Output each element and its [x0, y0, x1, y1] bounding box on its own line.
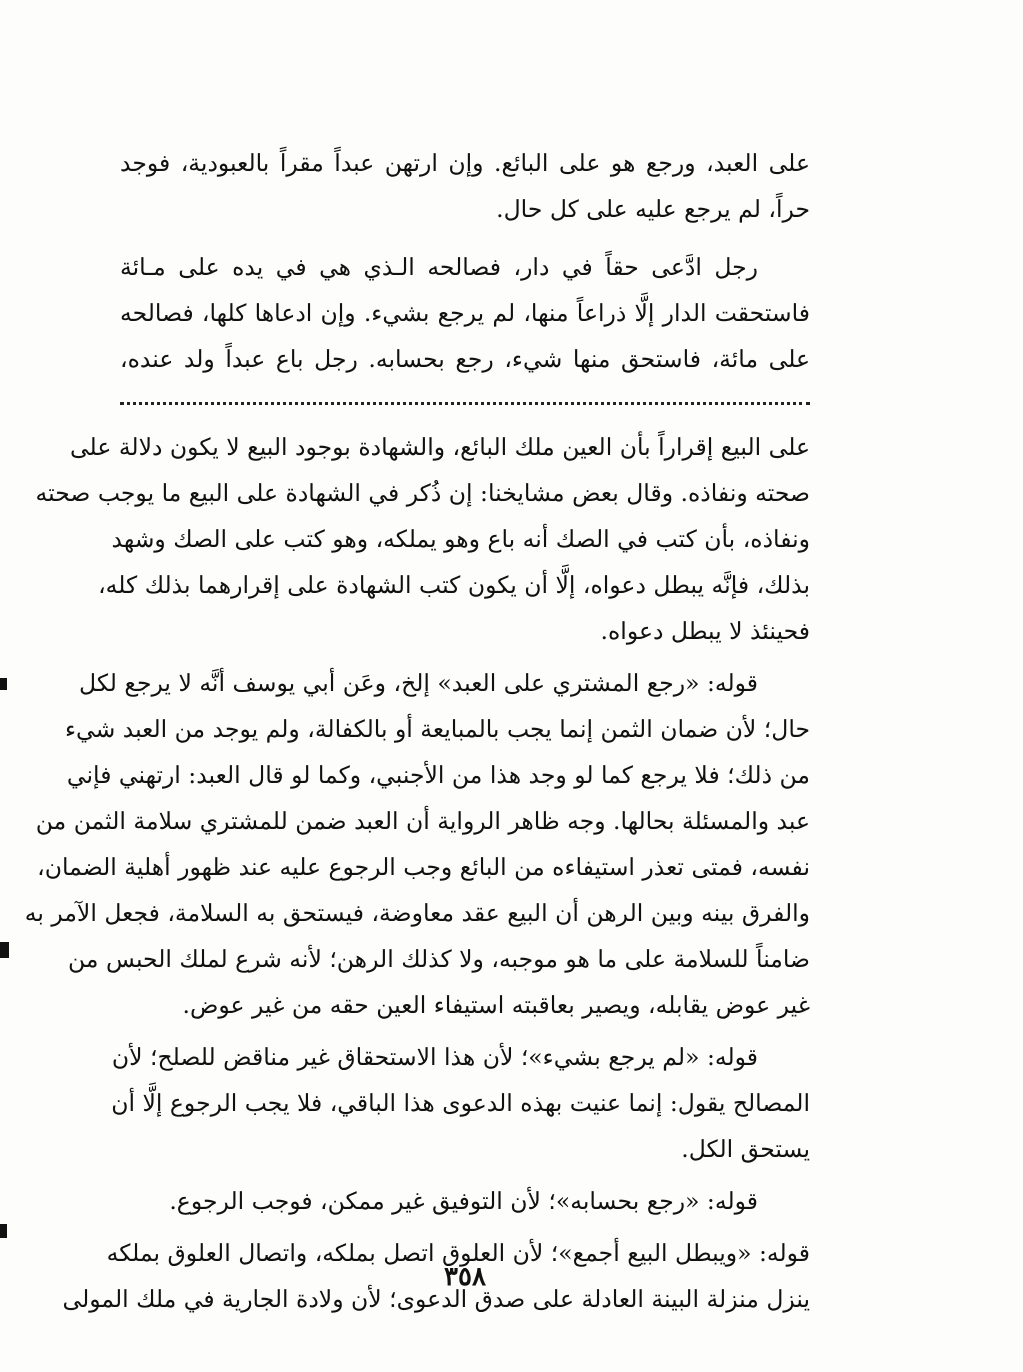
comm-para5-line2: ينزل منزلة البينة العادلة على صدق الدعوى؛ لأن ولادة الجارية في ملك المولى	[62, 1285, 810, 1313]
main-para1-line2: حراً، لم يرجع عليه على كل حال.	[496, 195, 810, 223]
main-para2-line2: فاستحقت الدار إلَّا ذراعاً منها، لم يرجع بشيء. وإن ادعاها كلها، فصالحه	[120, 299, 810, 327]
page-number: ٣٥٨	[444, 1262, 486, 1292]
main-para1-line1: على العبد، ورجع هو على البائع. وإن ارتهن عبداً مقراً بالعبودية، فوجد	[120, 149, 810, 177]
comm-para2-line2: حال؛ لأن ضمان الثمن إنما يجب بالمبايعة أو بالكفالة، ولم يوجد من العبد شيء	[64, 715, 810, 743]
comm-para3-line3: يستحق الكل.	[681, 1135, 810, 1163]
footnote-divider	[120, 402, 810, 415]
comm-para2-line1: قوله: «رجع المشتري على العبد» إلخ، وعَن أبي يوسف أنَّه لا يرجع لكل	[79, 669, 758, 697]
main-para2-line3: على مائة، فاستحق منها شيء، رجع بحسابه. رجل باع عبداً ولد عنده،	[120, 345, 810, 373]
comm-para1-line4: بذلك، فإنَّه يبطل دعواه، إلَّا أن يكون كتب الشهادة على إقرارهما بذلك كله،	[98, 571, 810, 599]
scan-edge-mark	[0, 942, 9, 958]
comm-para2-line5: نفسه، فمتى تعذر استيفاءه من البائع وجب الرجوع عليه عند ظهور أهلية الضمان،	[37, 853, 810, 881]
comm-para4-line1: قوله: «رجع بحسابه»؛ لأن التوفيق غير ممكن، فوجب الرجوع.	[169, 1187, 758, 1215]
comm-para1-line2: صحته ونفاذه. وقال بعض مشايخنا: إن ذُكر في الشهادة على البيع ما يوجب صحته	[35, 479, 810, 507]
scan-edge-mark	[0, 678, 7, 690]
comm-para1-line3: ونفاذه، بأن كتب في الصك أنه باع وهو يملكه، وهو كتب على الصك وشهد	[111, 525, 810, 553]
comm-para1-line1: على البيع إقراراً بأن العين ملك البائع، والشهادة بوجود البيع لا يكون دلالة على	[69, 433, 810, 461]
main-para2-line1: رجل ادَّعى حقاً في دار، فصالحه الـذي هي في يده على مـائة	[120, 253, 758, 281]
commentary-text	[24, 424, 810, 1322]
comm-para1-line5: فحينئذ لا يبطل دعواه.	[600, 617, 810, 645]
comm-para5-line1: قوله: «ويبطل البيع أجمع»؛ لأن العلوق اتصل بملكه، واتصال العلوق بملكه	[106, 1239, 810, 1267]
comm-para3-line1: قوله: «لم يرجع بشيء»؛ لأن هذا الاستحقاق غير مناقض للصلح؛ لأن	[111, 1043, 758, 1071]
comm-para2-line7: ضامناً للسلامة على ما هو موجبه، ولا كذلك الرهن؛ لأنه شرع لملك الحبس من	[68, 945, 810, 973]
comm-para2-line8: غير عوض يقابله، ويصير بعاقبته استيفاء العين حقه من غير عوض.	[182, 991, 810, 1019]
comm-para2-line6: والفرق بينه وبين الرهن أن البيع عقد معاوضة، فيستحق به السلامة، فجعل الآمر به	[24, 899, 810, 927]
scan-edge-mark	[0, 1224, 7, 1238]
main-text	[120, 140, 810, 382]
comm-para3-line2: المصالح يقول: إنما عنيت بهذه الدعوى هذا الباقي، فلا يجب الرجوع إلَّا أن	[111, 1089, 810, 1117]
comm-para2-line3: من ذلك؛ فلا يرجع كما لو وجد هذا من الأجنبي، وكما لو قال العبد: ارتهني فإني	[66, 761, 810, 789]
comm-para2-line4: عبد والمسئلة بحالها. وجه ظاهر الرواية أن العبد ضمن للمشتري سلامة الثمن من	[35, 807, 810, 835]
